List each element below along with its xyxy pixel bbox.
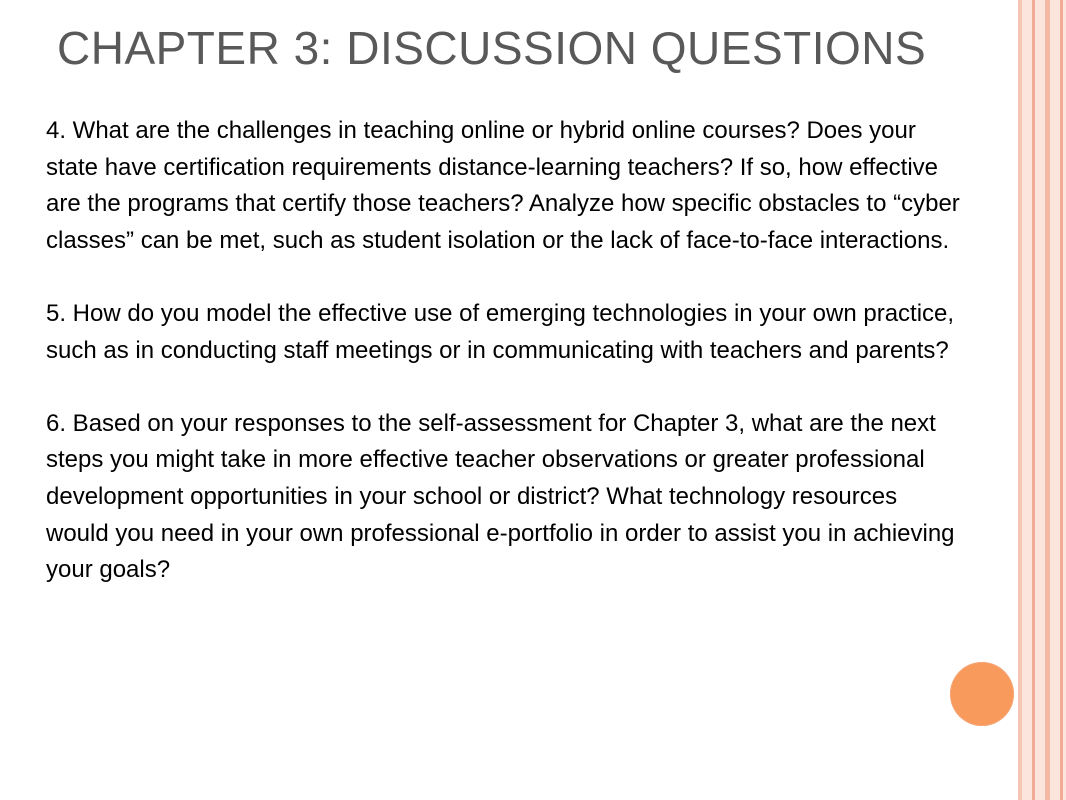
slide-title: CHAPTER 3: DISCUSSION QUESTIONS xyxy=(57,22,927,74)
question-5: 5. How do you model the effective use of emerging technologies in your own practice, such as in conducting staff meetings or in communicating with teachers and parents? xyxy=(46,299,955,364)
question-4: 4. What are the challenges in teaching online or hybrid online courses? Does your state have certification requirements distance-learning teachers? If so, how effective are the programs that certify those teachers? Analyze how specific obstacles to “cyber classes” can be met, such as student isolation or the lack of face-to-face interactions. xyxy=(46,117,960,254)
stripe xyxy=(1035,0,1045,800)
stripe xyxy=(1050,0,1060,800)
slide-body xyxy=(46,113,961,589)
stripe xyxy=(1022,0,1032,800)
orange-circle-icon xyxy=(950,662,1014,726)
decorative-stripes xyxy=(1018,0,1066,800)
question-6: 6. Based on your responses to the self-assessment for Chapter 3, what are the next steps you might take in more effective teacher observations or greater professional development opportunities in your school or district? What technology resources would you need in your own professional e-portfolio in order to assist you in achieving your goals? xyxy=(46,409,955,584)
